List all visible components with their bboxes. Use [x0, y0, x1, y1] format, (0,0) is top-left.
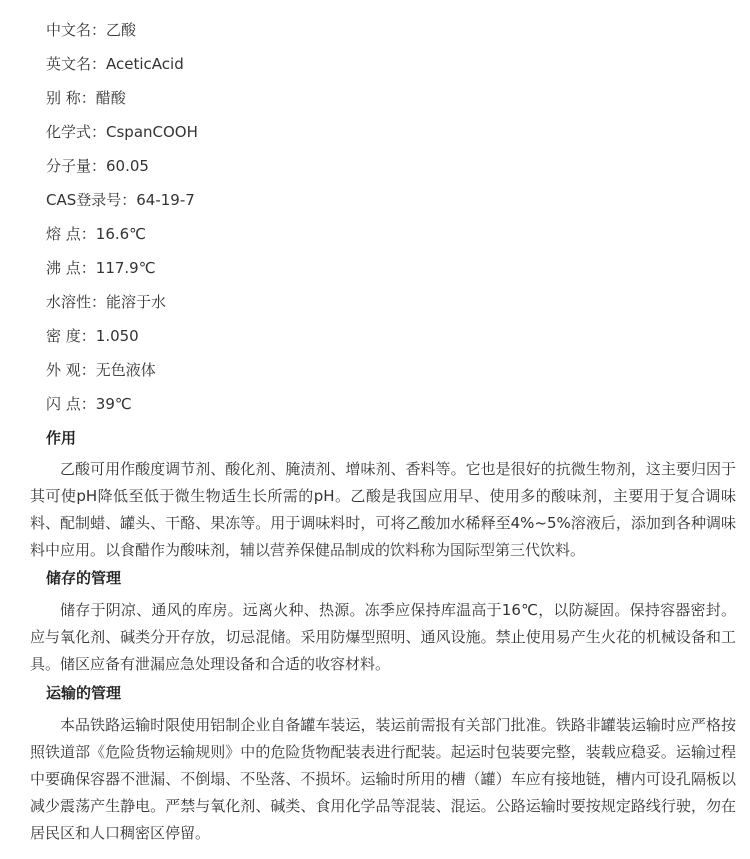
property-value: 16.6℃: [95, 225, 147, 243]
property-label: 密 度：: [46, 327, 96, 345]
property-value: AceticAcid: [106, 55, 184, 73]
property-boiling-point: [46, 257, 156, 279]
property-melting-point: [46, 223, 146, 245]
property-appearance: [46, 359, 156, 381]
property-label: CAS登录号：: [46, 191, 137, 209]
property-value: 117.9℃: [95, 259, 156, 277]
section-body-transport: 本品铁路运输时限使用铝制企业自备罐车装运，装运前需报有关部门批准。铁路非罐装运输时应严格按照铁道部《危险货物运输规则》中的危险货物配装表进行配装。起运时包装要完整，装载应稳妥。运输过程中要确保容器不泄漏、不倒塌、不坠落、不损坏。运输时所用的槽（罐）车应有接地链，槽内可设孔隔板以减少震荡产生静电。严禁与氧化剂、碱类、食用化学品等混装、混运。公路运输时要按规定路线行驶，勿在居民区和人口稠密区停留。: [30, 716, 736, 842]
property-label: 分子量：: [46, 157, 107, 175]
property-label: 中文名：: [46, 21, 107, 39]
property-density: [46, 325, 139, 347]
property-flash-point: [46, 393, 132, 415]
property-value: CspanCOOH: [106, 123, 198, 141]
property-label: 闪 点：: [46, 395, 96, 413]
property-label: 熔 点：: [46, 225, 96, 243]
property-molecular-weight: [46, 155, 149, 177]
property-value: 64-19-7: [136, 191, 195, 209]
property-value: 60.05: [106, 157, 149, 175]
property-solubility: [46, 291, 166, 313]
property-label: 英文名：: [46, 55, 107, 73]
property-value: 醋酸: [95, 89, 126, 107]
property-label: 沸 点：: [46, 259, 96, 277]
property-alias: [46, 87, 126, 109]
property-english-name: [46, 53, 184, 75]
property-chinese-name: [46, 19, 136, 41]
property-cas-number: [46, 189, 195, 211]
property-formula: [46, 121, 198, 143]
section-heading-storage: 储存的管理: [46, 569, 122, 587]
property-label: 水溶性：: [46, 293, 107, 311]
property-label: 别 称：: [46, 89, 96, 107]
property-value: 39℃: [95, 395, 132, 413]
property-label: 化学式：: [46, 123, 107, 141]
property-value: 1.050: [95, 327, 139, 345]
property-value: 能溶于水: [106, 293, 167, 311]
property-label: 外 观：: [46, 361, 96, 379]
property-value: 乙酸: [106, 21, 137, 39]
section-heading-usage: 作用: [46, 429, 77, 447]
section-body-usage: 乙酸可用作酸度调节剂、酸化剂、腌渍剂、增味剂、香料等。它也是很好的抗微生物剂，这主要归因于其可使pH降低至低于微生物适生长所需的pH。乙酸是我国应用早、使用多的酸味剂，主要用于复合调味料、配制蜡、罐头、干酪、果冻等。用于调味料时，可将乙酸加水稀释至4%~5%溶液后，添加到各种调味料中应用。以食醋作为酸味剂，辅以营养保健品制成的饮料称为国际型第三代饮料。: [30, 460, 736, 559]
property-value: 无色液体: [95, 361, 156, 379]
section-heading-transport: 运输的管理: [46, 684, 122, 702]
section-body-storage: 储存于阴凉、通风的库房。远离火种、热源。冻季应保持库温高于16℃，以防凝固。保持容器密封。应与氧化剂、碱类分开存放，切忌混储。采用防爆型照明、通风设施。禁止使用易产生火花的机械设备和工具。储区应备有泄漏应急处理设备和合适的收容材料。: [30, 601, 736, 673]
